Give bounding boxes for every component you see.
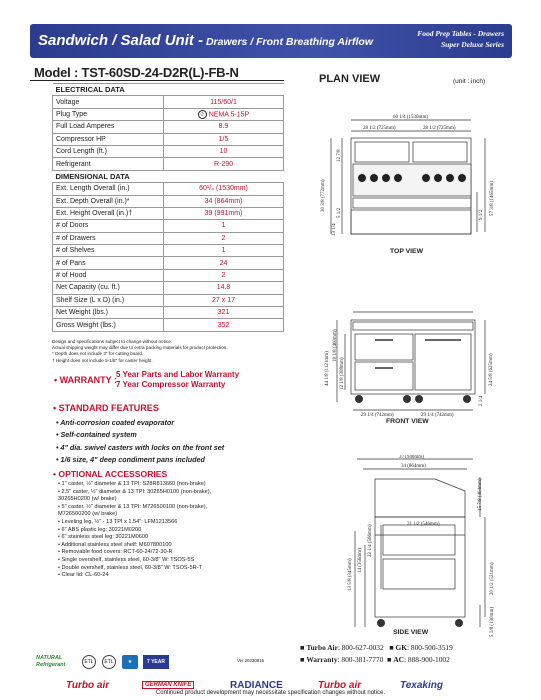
spec-section-title: ELECTRICAL DATA [53,84,284,96]
model-number: Model : TST-60SD-24-D2R(L)-FB-N [34,65,239,80]
list-item: • Leveling leg, ½" - 13 TPI x 1.54": LFM1213566 [58,518,178,525]
spec-value: 60¹/₄ (1530mm) [164,183,284,195]
list-item: • Additional stainless steel shelf: M607800100 [58,541,172,548]
spec-label: Plug Type [53,108,164,120]
dim-side-i: 5 1/8 (130mm) [490,607,495,637]
etl-sanitation-logo: ETL [102,655,116,669]
contact-row: ■ Warranty: 800-381-7770 ■ AC: 888-900-1002 [300,655,450,664]
spec-row [53,269,284,281]
dim-side-c: 15 7/8 (404mm) [478,478,483,511]
spec-value [164,108,284,120]
spec-row [53,319,284,331]
dim-top-a: 12 7/8 [337,149,342,162]
spec-section-title: DIMENSIONAL DATA [53,170,284,182]
spec-row [53,96,284,108]
spec-label: # of Doors [53,220,164,232]
contact-row: ■ Turbo Air: 800-627-0032 ■ GK: 800-500-3519 [300,643,453,652]
spec-table [52,83,284,332]
dim-top-e: 57 3/8 (1465mm) [490,181,495,216]
unit-label: (unit : inch) [453,78,486,85]
list-item: • 1/6 size, 4" deep condiment pans included [56,455,205,465]
dim-front-g: 2 1/4 [479,395,484,406]
top-view-label: TOP VIEW [390,248,423,255]
header-title [38,32,373,49]
warranty-line: 5 Year Parts and Labor Warranty [116,370,240,379]
spec-row [53,207,284,219]
footer-disclaimer: Continued product development may necessitate specification changes without notice. [155,690,386,696]
spec-label: # of Shelves [53,245,164,257]
dim-front-a: 44 1/8 (1121mm) [325,351,330,386]
dim-top-c: 13 1/4 [332,223,337,236]
spec-value: 1 [164,220,284,232]
dim-top-b: 5 1/2 [337,207,342,218]
spec-row [53,195,284,207]
dim-side-a: 37 (940mm) [399,455,424,460]
spec-label: Gross Weight (lbs.) [53,319,164,331]
tagline-line2: Super Deluxe Series [441,40,504,49]
dim-front-b: 18 1/8 (460mm) [333,329,338,362]
dim-top-left: 28 1/2 (725mm) [363,126,396,131]
spec-label: Ext. Depth Overall (in.)* [53,195,164,207]
spec-row [53,232,284,244]
spec-label: Ext. Height Overall (in.)† [53,207,164,219]
spec-value: 24 [164,257,284,269]
model-divider [30,80,284,81]
spec-label: Compressor HP [53,133,164,145]
contact-phone-gk: : 800-500-3519 [407,643,453,652]
dim-side-h: 20 1/2 (521mm) [490,562,495,595]
spec-row [53,158,284,170]
optional-accessories-list [58,481,211,580]
standard-features-list [56,417,224,467]
front-view-label: FRONT VIEW [386,418,429,425]
spec-row [53,108,284,120]
brand-turbo-air-logo: Turbo air [66,680,110,691]
spec-value: 115/60/1 [164,96,284,108]
spec-label: Net Weight (lbs.) [53,307,164,319]
version-label: Ver.20230816 [237,658,265,663]
contact-phone-turbo: : 800-627-0032 [337,643,384,652]
contact-block [300,642,453,666]
spec-value: 321 [164,307,284,319]
dim-side-d: 21 1/2 (546mm) [407,522,440,527]
header-banner [30,24,512,58]
spec-row [53,245,284,257]
spec-label: Full Load Amperes [53,121,164,133]
spec-label: Net Capacity (cu. ft.) [53,282,164,294]
list-item: • Double overshelf, stainless steel, 60-3/8" W: TSOS-5R-T [58,564,202,571]
note: † Height does not include 5-1/8" for caster height. [52,357,153,363]
list-item: M726500200 (w/ brake) [58,511,118,518]
warranty-line: 7 Year Compressor Warranty [116,379,226,389]
dim-front-d: 24 5/8 (625mm) [489,353,494,386]
spec-value: 34 (864mm) [164,195,284,207]
dim-front-c: 12 1/8 (308mm) [340,357,345,390]
standard-features-title: • STANDARD FEATURES [53,403,159,413]
list-item: 30265H0200 (w/ brake) [58,496,117,503]
spec-row [53,294,284,306]
natural-refrigerant-logo: NATURAL Refrigerant [36,655,66,668]
header-tagline [417,28,504,50]
spec-row [53,183,284,195]
warranty-label: • WARRANTY : [54,375,117,385]
spec-value: 39 (991mm) [164,207,284,219]
side-view-label: SIDE VIEW [393,629,429,636]
optional-accessories-title: • OPTIONAL ACCESSORIES [53,469,168,479]
dim-side-f: 14 (356mm) [358,548,363,573]
spec-value: 14.8 [164,282,284,294]
list-item: • Single overshelf, stainless steel, 60-3/8" W: TSOS-5S [58,556,195,563]
spec-row [53,145,284,157]
list-item: • 6" ABS plastic leg: 30221M0200 [58,526,142,533]
spec-label: Ext. Length Overall (in.) [53,183,164,195]
spec-section-header [53,170,284,182]
note: Actual shipping weight may differ due to extra packing materials for product protection. [52,345,228,351]
spec-value: 2 [164,269,284,281]
list-item: • Removable food covers: RCT-60-24/72-30-R [58,549,173,556]
spec-value: 8.9 [164,121,284,133]
spec-value: 2 [164,232,284,244]
spec-row [53,307,284,319]
spec-value: R-290 [164,158,284,170]
plan-view-title: PLAN VIEW [319,73,381,85]
warranty-lines [116,370,239,389]
top-view-drawing [315,112,515,242]
contact-phone-warranty: : 800-381-7770 [337,655,384,664]
spec-label: # of Hood [53,269,164,281]
brand-turbo-air-logo-2: Turbo air [318,680,362,691]
dim-top-d: 9 1/2 [479,209,484,220]
front-view-drawing [315,310,515,420]
dim-top-width: 60 1/4 (1530mm) [393,115,428,120]
contact-label-warranty: Warranty [306,655,338,664]
side-view-drawing [315,455,515,640]
spec-label: Voltage [53,96,164,108]
energy-star-logo: ★ [122,655,138,669]
spec-row [53,257,284,269]
spec-label: Refrigerant [53,158,164,170]
spec-value: 1 [164,245,284,257]
note: * Depth does not include 3" for cutting board. [52,351,144,357]
list-item: • 6" stainless steel leg: 30221M0600 [58,534,149,541]
spec-section-header [53,84,284,96]
spec-label: Shelf Size (L x D) (in.) [53,294,164,306]
spec-value: 352 [164,319,284,331]
brand-radiance-logo: RADIANCE [230,680,283,691]
brand-texaking-logo: Texaking [400,680,443,691]
spec-value: 27 x 17 [164,294,284,306]
spec-label: # of Pans [53,257,164,269]
spec-value: 1/5 [164,133,284,145]
spec-label: Cord Length (ft.) [53,145,164,157]
spec-label: # of Drawers [53,232,164,244]
note: Design and specifications subject to change without notice. [52,339,173,344]
list-item: • 5" caster, ½" diameter & 13 TPI: M726500100 (non-brake), [58,503,208,510]
dim-side-b: 34 (864mm) [401,464,426,469]
contact-phone-ac: : 888-900-1002 [404,655,450,664]
tagline-line1: Food Prep Tables - Drawers [417,29,504,38]
contact-label-turbo: Turbo Air [306,643,338,652]
spec-row [53,220,284,232]
header-title-main: Sandwich / Salad Unit - [38,32,204,49]
spec-value: 10 [164,145,284,157]
spec-notes [52,339,228,364]
spec-row [53,133,284,145]
spec-value-text: NEMA 5-15P [208,111,250,119]
spec-row [53,282,284,294]
list-item: • Self-contained system [56,430,137,440]
list-item: • 2.5" caster, ½" diameter & 13 TPI: 30265H0100 (non-brake), [58,488,212,495]
spec-row [53,121,284,133]
plug-icon: ⏀ [199,111,205,118]
list-item: • Anti-corrosion coated evaporator [56,418,175,427]
contact-label-gk: GK [395,643,408,652]
header-subtitle: Drawers / Front Breathing Airflow [203,36,373,48]
list-item: • 4" dia. swivel casters with locks on the front set [56,442,225,452]
list-item: • Clear lid: CL-60-24 [58,572,109,579]
etl-logo: ETL [82,655,96,669]
contact-label-ac: AC [393,655,404,664]
dim-top-right: 28 1/2 (725mm) [423,126,456,131]
dim-side-g: 13 5/8 (345mm) [348,558,353,591]
brand-german-knife-logo: GERMAN KNIFE [142,681,194,689]
dim-top-depth: 30 3/8 (772mm) [321,179,326,212]
seven-year-logo: 7 YEAR [143,655,169,669]
dim-front-e: 29 1/4 (742mm) [361,413,394,418]
dim-front-f: 29 1/4 (742mm) [421,413,454,418]
list-item: • 1" caster, ½" diameter & 13 TPI: S28R813660 (non-brake) [58,481,206,487]
dim-side-e: 22 1/4 (566mm) [368,524,373,557]
